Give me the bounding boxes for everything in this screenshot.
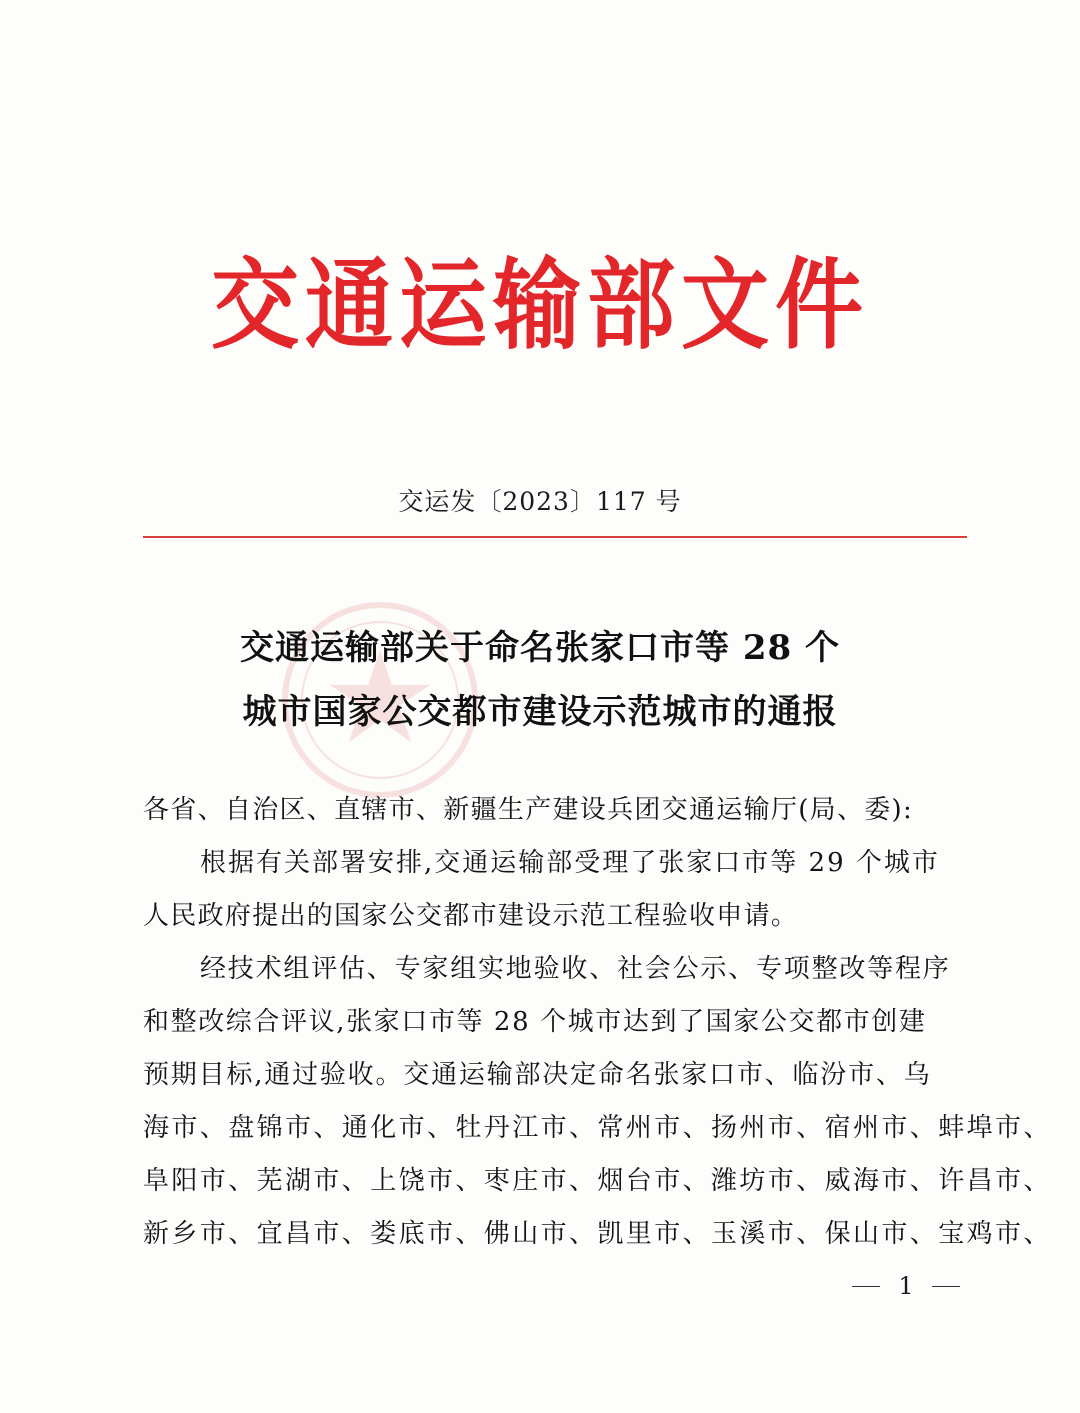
red-divider-line [143, 536, 967, 538]
page-number [852, 1266, 960, 1306]
body-line: 人民政府提出的国家公交都市建设示范工程验收申请。 [143, 901, 799, 931]
body-line: 经技术组评估、专家组实地验收、社会公示、专项整改等程序 [200, 954, 951, 984]
body-line: 预期目标,通过验收。交通运输部决定命名张家口市、临汾市、乌 [143, 1060, 932, 1090]
body-line: 新乡市、宜昌市、娄底市、佛山市、凯里市、玉溪市、保山市、宝鸡市、 [143, 1219, 1052, 1249]
page-number-dash-left [852, 1286, 880, 1287]
page-number-value: 1 [898, 1272, 914, 1300]
body-line-addressee: 各省、自治区、直辖市、新疆生产建设兵团交通运输厅(局、委): [143, 795, 914, 825]
document-number: 交运发〔2023〕117 号 [398, 487, 682, 516]
body-line: 阜阳市、芜湖市、上饶市、枣庄市、烟台市、潍坊市、威海市、许昌市、 [143, 1166, 1052, 1196]
notice-title-line-1: 交通运输部关于命名张家口市等 28 个 [240, 628, 840, 668]
page-number-dash-right [932, 1286, 960, 1287]
issuer-title: 交通运输部文件 [210, 246, 869, 363]
notice-title-line-2: 城市国家公交都市建设示范城市的通报 [242, 692, 838, 732]
body-line: 根据有关部署安排,交通运输部受理了张家口市等 29 个城市 [200, 848, 940, 878]
body-line: 和整改综合评议,张家口市等 28 个城市达到了国家公交都市创建 [143, 1007, 927, 1037]
body-line: 海市、盘锦市、通化市、牡丹江市、常州市、扬州市、宿州市、蚌埠市、 [143, 1113, 1052, 1143]
